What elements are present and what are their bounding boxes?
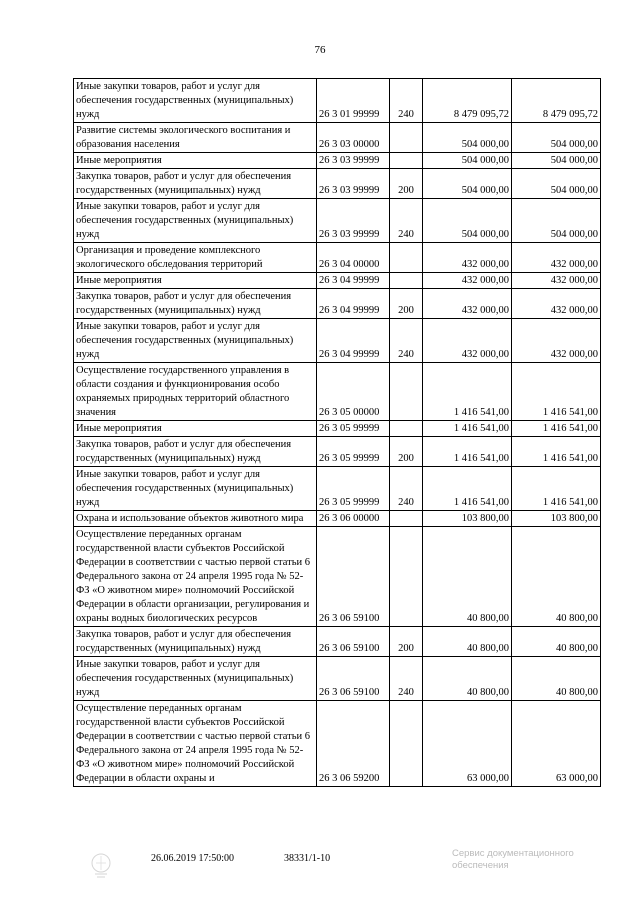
page-number: 76 xyxy=(314,44,326,56)
footer-doc-id: 38331/1-10 xyxy=(284,853,331,864)
row-expense-type: 240 xyxy=(390,199,423,243)
table-row xyxy=(74,511,601,527)
row-code: 26 3 05 99999 xyxy=(317,437,390,467)
table-row xyxy=(74,627,601,657)
row-name: Развитие системы экологического воспитания и образования населения xyxy=(74,123,317,153)
row-expense-type xyxy=(390,243,423,273)
row-name: Иные закупки товаров, работ и услуг для обеспечения государственных (муниципальных) нужд xyxy=(74,79,317,123)
row-amount-1: 504 000,00 xyxy=(423,169,512,199)
row-code: 26 3 03 99999 xyxy=(317,169,390,199)
row-name: Осуществление переданных органам государственной власти субъектов Российской Федерации в соответствии с частью первой статьи 6 Федерального закона от 24 апреля 1995 года № 52-ФЗ «О животном мире» полномочий Российской Федерации в области охраны и xyxy=(74,701,317,787)
row-amount-1: 63 000,00 xyxy=(423,701,512,787)
row-expense-type xyxy=(390,701,423,787)
row-expense-type: 200 xyxy=(390,289,423,319)
row-name: Осуществление государственного управления в области создания и функционирования особо охраняемых природных территорий областного значения xyxy=(74,363,317,421)
row-amount-1: 103 800,00 xyxy=(423,511,512,527)
row-amount-1: 504 000,00 xyxy=(423,199,512,243)
row-code: 26 3 05 99999 xyxy=(317,421,390,437)
row-expense-type xyxy=(390,153,423,169)
row-amount-2: 504 000,00 xyxy=(512,199,601,243)
row-code: 26 3 06 59200 xyxy=(317,701,390,787)
row-code: 26 3 06 59100 xyxy=(317,657,390,701)
row-expense-type: 200 xyxy=(390,437,423,467)
row-expense-type xyxy=(390,421,423,437)
footer-stamp-line1: Сервис документационного xyxy=(452,848,574,859)
row-amount-1: 1 416 541,00 xyxy=(423,363,512,421)
row-amount-2: 432 000,00 xyxy=(512,273,601,289)
row-code: 26 3 06 00000 xyxy=(317,511,390,527)
footer-stamp-line2: обеспечения xyxy=(452,860,509,871)
table-row xyxy=(74,273,601,289)
row-name: Иные закупки товаров, работ и услуг для обеспечения государственных (муниципальных) нужд xyxy=(74,199,317,243)
emblem-icon xyxy=(86,850,116,880)
row-expense-type xyxy=(390,123,423,153)
table-row xyxy=(74,467,601,511)
row-code: 26 3 03 99999 xyxy=(317,199,390,243)
row-name: Охрана и использование объектов животного мира xyxy=(74,511,317,527)
row-name: Закупка товаров, работ и услуг для обеспечения государственных (муниципальных) нужд xyxy=(74,627,317,657)
row-name: Закупка товаров, работ и услуг для обеспечения государственных (муниципальных) нужд xyxy=(74,437,317,467)
row-code: 26 3 01 99999 xyxy=(317,79,390,123)
footer-stamp xyxy=(452,848,574,872)
row-amount-1: 432 000,00 xyxy=(423,243,512,273)
row-expense-type: 240 xyxy=(390,657,423,701)
row-amount-2: 432 000,00 xyxy=(512,319,601,363)
row-name: Иные закупки товаров, работ и услуг для обеспечения государственных (муниципальных) нужд xyxy=(74,319,317,363)
row-code: 26 3 04 99999 xyxy=(317,273,390,289)
row-amount-2: 1 416 541,00 xyxy=(512,437,601,467)
row-amount-2: 40 800,00 xyxy=(512,627,601,657)
row-expense-type xyxy=(390,511,423,527)
row-amount-2: 504 000,00 xyxy=(512,153,601,169)
row-amount-1: 40 800,00 xyxy=(423,657,512,701)
row-expense-type xyxy=(390,273,423,289)
row-amount-2: 432 000,00 xyxy=(512,289,601,319)
row-name: Закупка товаров, работ и услуг для обеспечения государственных (муниципальных) нужд xyxy=(74,289,317,319)
table-row xyxy=(74,363,601,421)
row-amount-2: 504 000,00 xyxy=(512,169,601,199)
row-amount-1: 432 000,00 xyxy=(423,273,512,289)
row-name: Иные мероприятия xyxy=(74,273,317,289)
row-amount-1: 40 800,00 xyxy=(423,627,512,657)
table-row xyxy=(74,527,601,627)
row-code: 26 3 06 59100 xyxy=(317,527,390,627)
row-amount-1: 432 000,00 xyxy=(423,319,512,363)
table-row xyxy=(74,437,601,467)
row-name: Осуществление переданных органам государственной власти субъектов Российской Федерации в соответствии с частью первой статьи 6 Федерального закона от 24 апреля 1995 года № 52-ФЗ «О животном мире» полномочий Российской Федерации в области организации, регулирования и охраны водных биологических ресурсов xyxy=(74,527,317,627)
table-row xyxy=(74,289,601,319)
table-row xyxy=(74,79,601,123)
row-code: 26 3 03 99999 xyxy=(317,153,390,169)
row-expense-type: 240 xyxy=(390,467,423,511)
row-amount-2: 40 800,00 xyxy=(512,657,601,701)
row-amount-1: 504 000,00 xyxy=(423,153,512,169)
table-row xyxy=(74,657,601,701)
row-code: 26 3 04 99999 xyxy=(317,289,390,319)
row-amount-1: 1 416 541,00 xyxy=(423,437,512,467)
table-row xyxy=(74,169,601,199)
row-name: Иные мероприятия xyxy=(74,421,317,437)
row-amount-1: 40 800,00 xyxy=(423,527,512,627)
table-row xyxy=(74,421,601,437)
row-expense-type xyxy=(390,363,423,421)
row-amount-1: 504 000,00 xyxy=(423,123,512,153)
row-expense-type xyxy=(390,527,423,627)
row-code: 26 3 05 00000 xyxy=(317,363,390,421)
table-row xyxy=(74,319,601,363)
row-amount-2: 432 000,00 xyxy=(512,243,601,273)
row-amount-1: 8 479 095,72 xyxy=(423,79,512,123)
row-amount-1: 432 000,00 xyxy=(423,289,512,319)
row-code: 26 3 06 59100 xyxy=(317,627,390,657)
row-amount-2: 1 416 541,00 xyxy=(512,467,601,511)
row-amount-2: 1 416 541,00 xyxy=(512,363,601,421)
row-name: Иные закупки товаров, работ и услуг для обеспечения государственных (муниципальных) нужд xyxy=(74,657,317,701)
table-row xyxy=(74,199,601,243)
row-amount-2: 8 479 095,72 xyxy=(512,79,601,123)
row-name: Организация и проведение комплексного экологического обследования территорий xyxy=(74,243,317,273)
row-name: Закупка товаров, работ и услуг для обеспечения государственных (муниципальных) нужд xyxy=(74,169,317,199)
budget-table-body xyxy=(74,79,601,787)
row-code: 26 3 04 99999 xyxy=(317,319,390,363)
row-expense-type: 240 xyxy=(390,79,423,123)
table-row xyxy=(74,701,601,787)
table-row xyxy=(74,153,601,169)
row-code: 26 3 05 99999 xyxy=(317,467,390,511)
row-expense-type: 200 xyxy=(390,627,423,657)
row-expense-type: 240 xyxy=(390,319,423,363)
row-expense-type: 200 xyxy=(390,169,423,199)
budget-table xyxy=(73,78,601,787)
table-row xyxy=(74,243,601,273)
table-row xyxy=(74,123,601,153)
row-amount-2: 63 000,00 xyxy=(512,701,601,787)
row-amount-1: 1 416 541,00 xyxy=(423,421,512,437)
row-amount-2: 504 000,00 xyxy=(512,123,601,153)
row-name: Иные закупки товаров, работ и услуг для обеспечения государственных (муниципальных) нужд xyxy=(74,467,317,511)
row-amount-1: 1 416 541,00 xyxy=(423,467,512,511)
footer-datetime: 26.06.2019 17:50:00 xyxy=(151,853,235,864)
row-name: Иные мероприятия xyxy=(74,153,317,169)
row-amount-2: 1 416 541,00 xyxy=(512,421,601,437)
row-amount-2: 40 800,00 xyxy=(512,527,601,627)
row-code: 26 3 04 00000 xyxy=(317,243,390,273)
row-code: 26 3 03 00000 xyxy=(317,123,390,153)
row-amount-2: 103 800,00 xyxy=(512,511,601,527)
